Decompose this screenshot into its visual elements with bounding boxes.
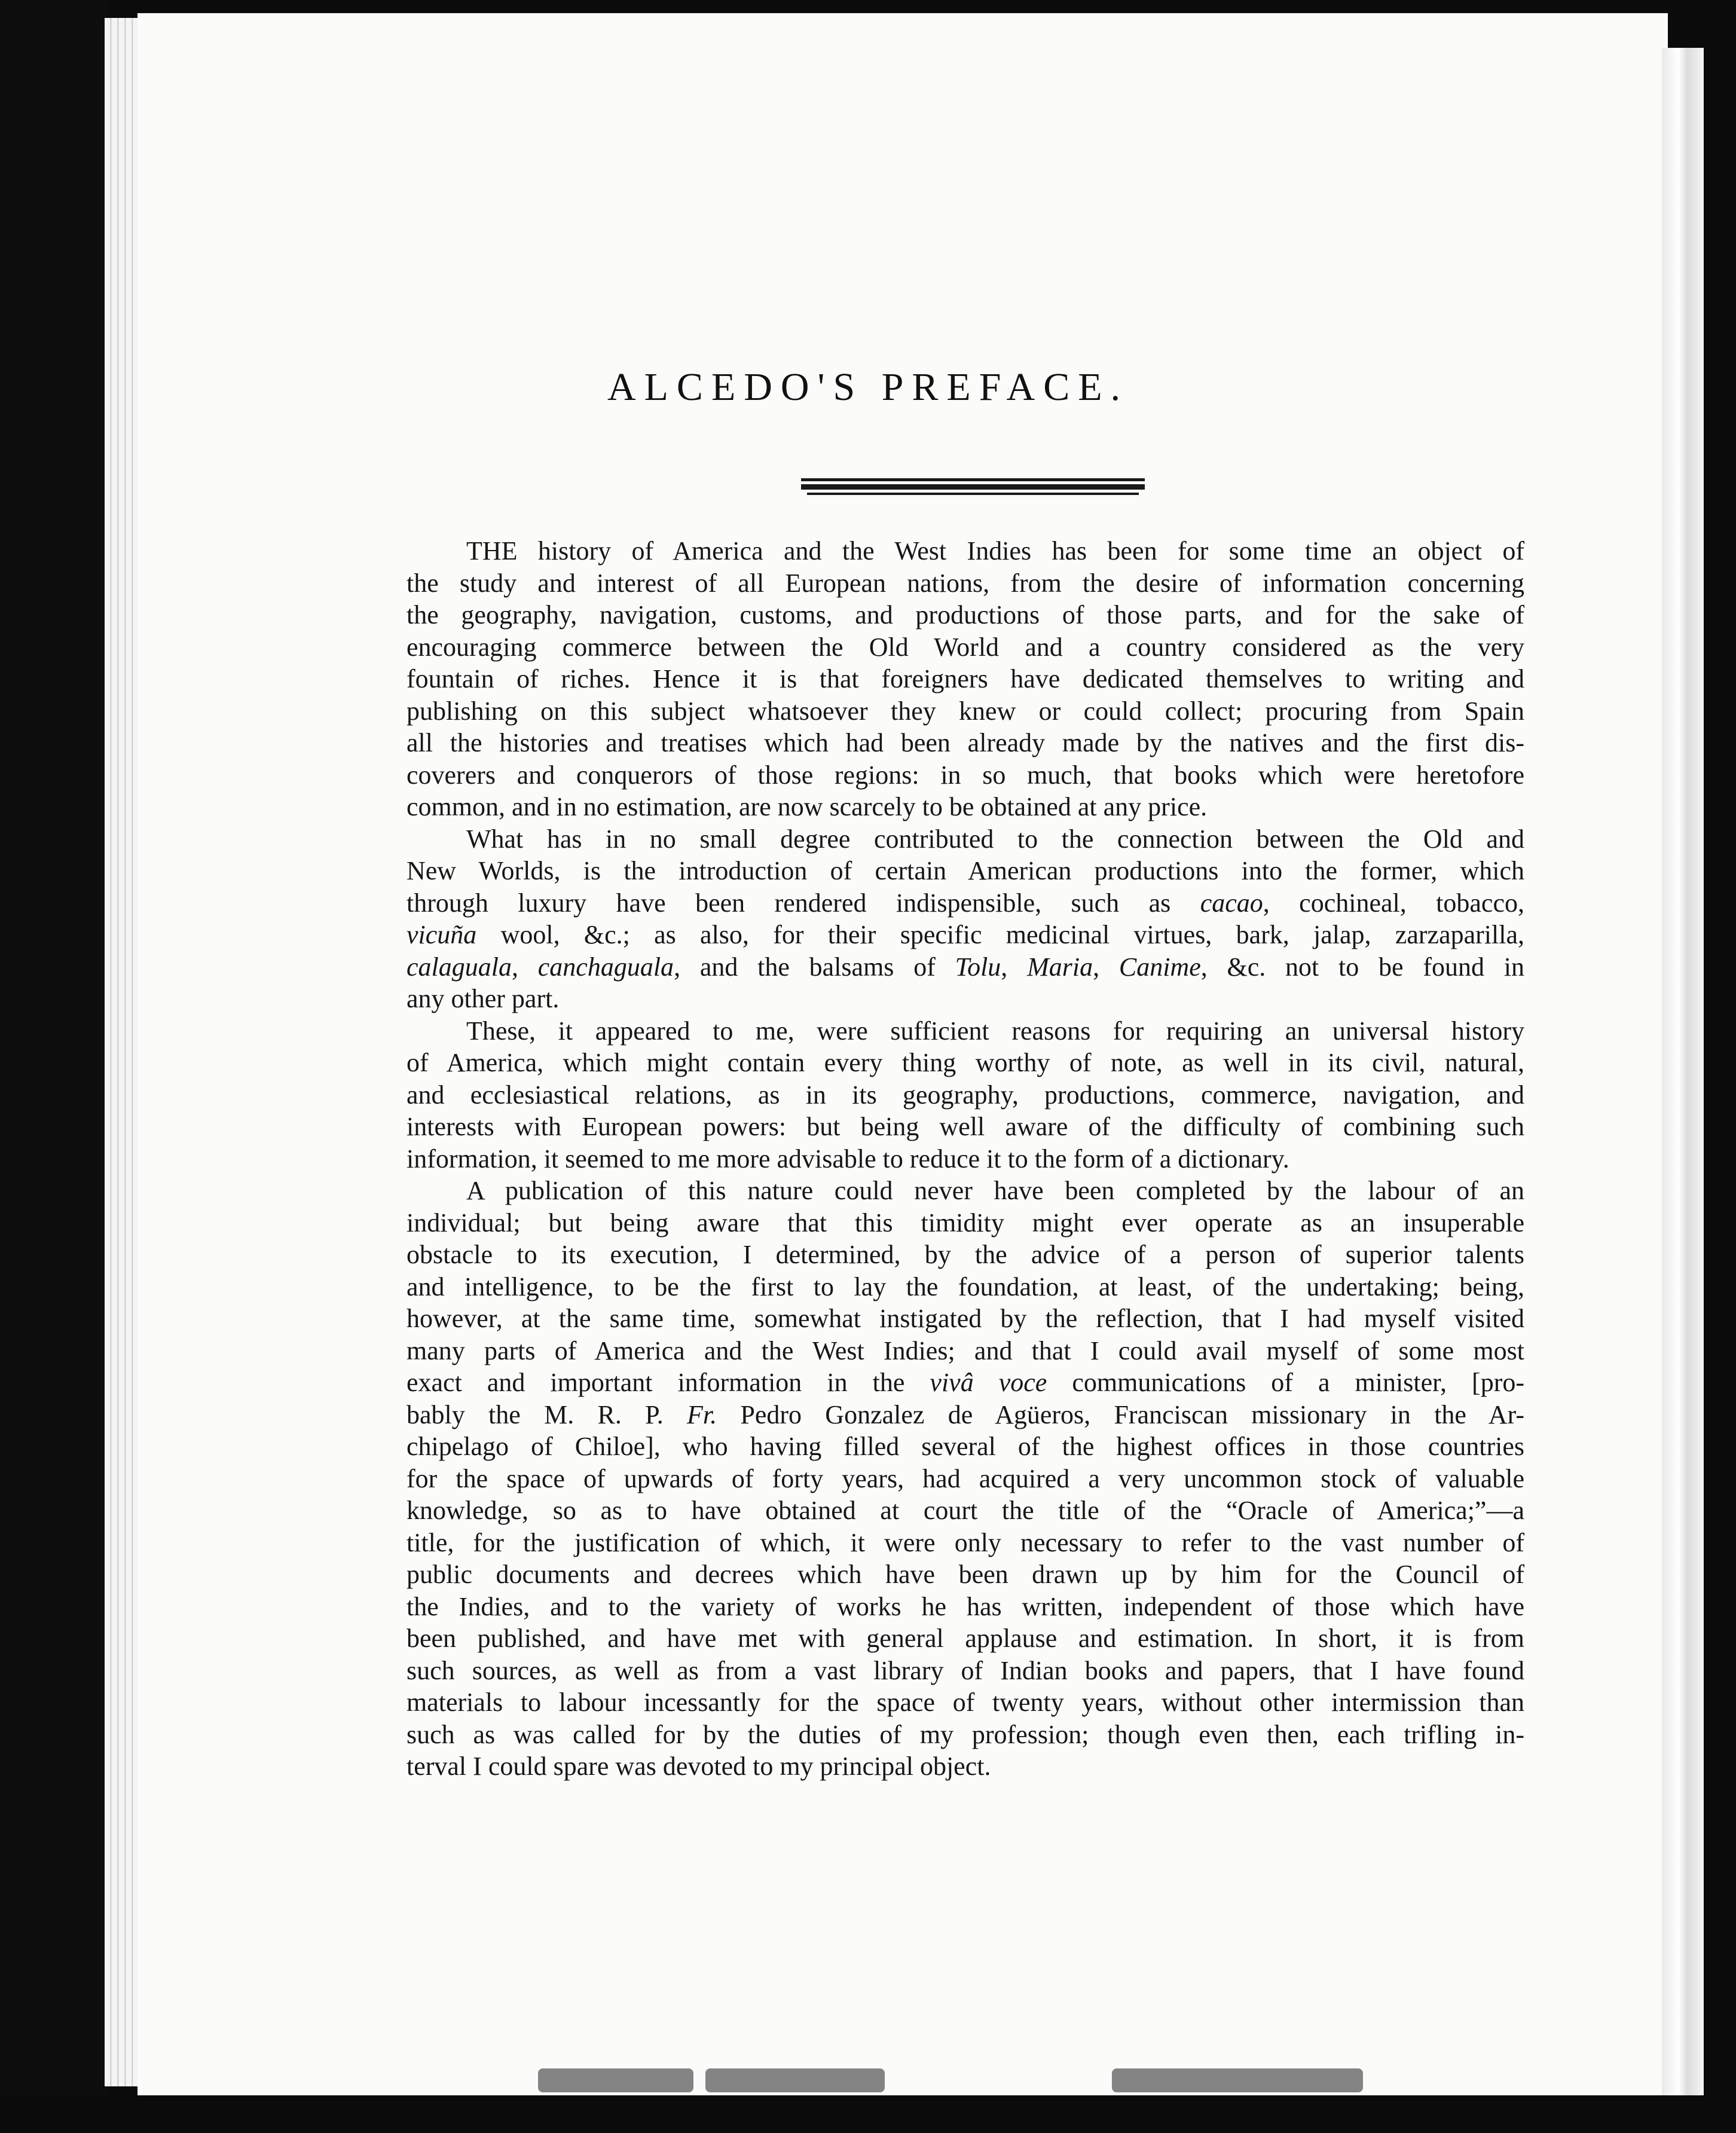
scan-border-left (0, 0, 108, 2133)
text-line: however, at the same time, somewhat instigated by the reflection, that I had myself visited (407, 1304, 1524, 1333)
text-line: obstacle to its execution, I determined, by the advice of a person of superior talents (407, 1240, 1524, 1269)
text-line: THE history of America and the West Indies has been for some time an object of (466, 536, 1524, 566)
scan-smudge (1112, 2068, 1363, 2092)
title-rule-thin (807, 493, 1139, 495)
text-line: A publication of this nature could never have been completed by the labour of an (466, 1176, 1524, 1205)
text-line: of America, which might contain every thing worthy of note, as well in its civil, natural, (407, 1048, 1524, 1077)
text-line: What has in no small degree contributed to the connection between the Old and (466, 824, 1524, 854)
text-line: These, it appeared to me, were sufficient reasons for requiring an universal history (466, 1016, 1524, 1046)
text-line: through luxury have been rendered indispensible, such as cacao, cochineal, tobacco, (407, 888, 1524, 918)
text-line: coverers and conquerors of those regions: in so much, that books which were heretofore (407, 760, 1524, 790)
text-line: encouraging commerce between the Old World and a country considered as the very (407, 632, 1524, 662)
page-gutter-right (1662, 48, 1704, 2104)
text-line: many parts of America and the West Indies; and that I could avail myself of some most (407, 1336, 1524, 1365)
text-line: individual; but being aware that this timidity might ever operate as an insuperable (407, 1208, 1524, 1237)
text-line: the Indies, and to the variety of works he has written, independent of those which have (407, 1591, 1524, 1621)
text-line: fountain of riches. Hence it is that foreigners have dedicated themselves to writing and (407, 664, 1524, 693)
text-line: public documents and decrees which have been drawn up by him for the Council of (407, 1560, 1524, 1589)
text-line: calaguala, canchaguala, and the balsams of Tolu, Maria, Canime, &c. not to be found in (407, 952, 1525, 982)
text-line: interests with European powers: but being well aware of the difficulty of combining such (407, 1112, 1524, 1141)
text-line: such sources, as well as from a vast library of Indian books and papers, that I have found (407, 1655, 1524, 1685)
text-line: all the histories and treatises which had been already made by the natives and the first dis- (407, 728, 1524, 757)
text-line: chipelago of Chiloe], who having filled several of the highest offices in those countries (407, 1432, 1524, 1461)
text-line: been published, and have met with general applause and estimation. In short, it is from (407, 1624, 1524, 1653)
text-line: and intelligence, to be the first to lay the foundation, at least, of the undertaking; being, (407, 1272, 1524, 1301)
scan-smudge (538, 2068, 693, 2092)
text-line: common, and in no estimation, are now scarcely to be obtained at any price. (407, 792, 1208, 821)
text-line: publishing on this subject whatsoever they knew or could collect; procuring from Spain (407, 696, 1524, 726)
text-line: the study and interest of all European nations, from the desire of information concerning (407, 568, 1524, 598)
text-line: for the space of upwards of forty years, had acquired a very uncommon stock of valuable (407, 1463, 1524, 1493)
text-line: information, it seemed to me more advisable to reduce it to the form of a dictionary. (407, 1144, 1289, 1174)
text-line: terval I could spare was devoted to my principal object. (407, 1752, 991, 1781)
scan-smudge (705, 2068, 885, 2092)
preface-body (407, 535, 1524, 1783)
title-rule-thick (801, 484, 1145, 490)
page-title: ALCEDO'S PREFACE. (607, 365, 1129, 409)
text-line: materials to labour incessantly for the space of twenty years, without other intermission than (407, 1688, 1524, 1717)
text-line: vicuña wool, &c.; as also, for their specific medicinal virtues, bark, jalap, zarzaparilla, (407, 920, 1524, 949)
text-line: and ecclesiastical relations, as in its geography, productions, commerce, navigation, and (407, 1080, 1524, 1110)
text-line: any other part. (407, 984, 560, 1013)
text-line: the geography, navigation, customs, and productions of those parts, and for the sake of (407, 600, 1524, 629)
scan-border-bottom (0, 2095, 1736, 2133)
text-line: title, for the justification of which, it were only necessary to refer to the vast number of (407, 1527, 1524, 1557)
title-rule (801, 478, 1145, 481)
text-line: knowledge, so as to have obtained at court the title of the “Oracle of America;”—a (407, 1496, 1524, 1525)
text-line: such as was called for by the duties of my profession; though even then, each trifling in- (407, 1719, 1524, 1749)
text-line: bably the M. R. P. Fr. Pedro Gonzalez de Agüeros, Franciscan missionary in the Ar- (407, 1399, 1524, 1429)
text-line: New Worlds, is the introduction of certain American productions into the former, which (407, 856, 1524, 885)
text-line: exact and important information in the vivâ voce communications of a minister, [pro- (407, 1368, 1524, 1397)
